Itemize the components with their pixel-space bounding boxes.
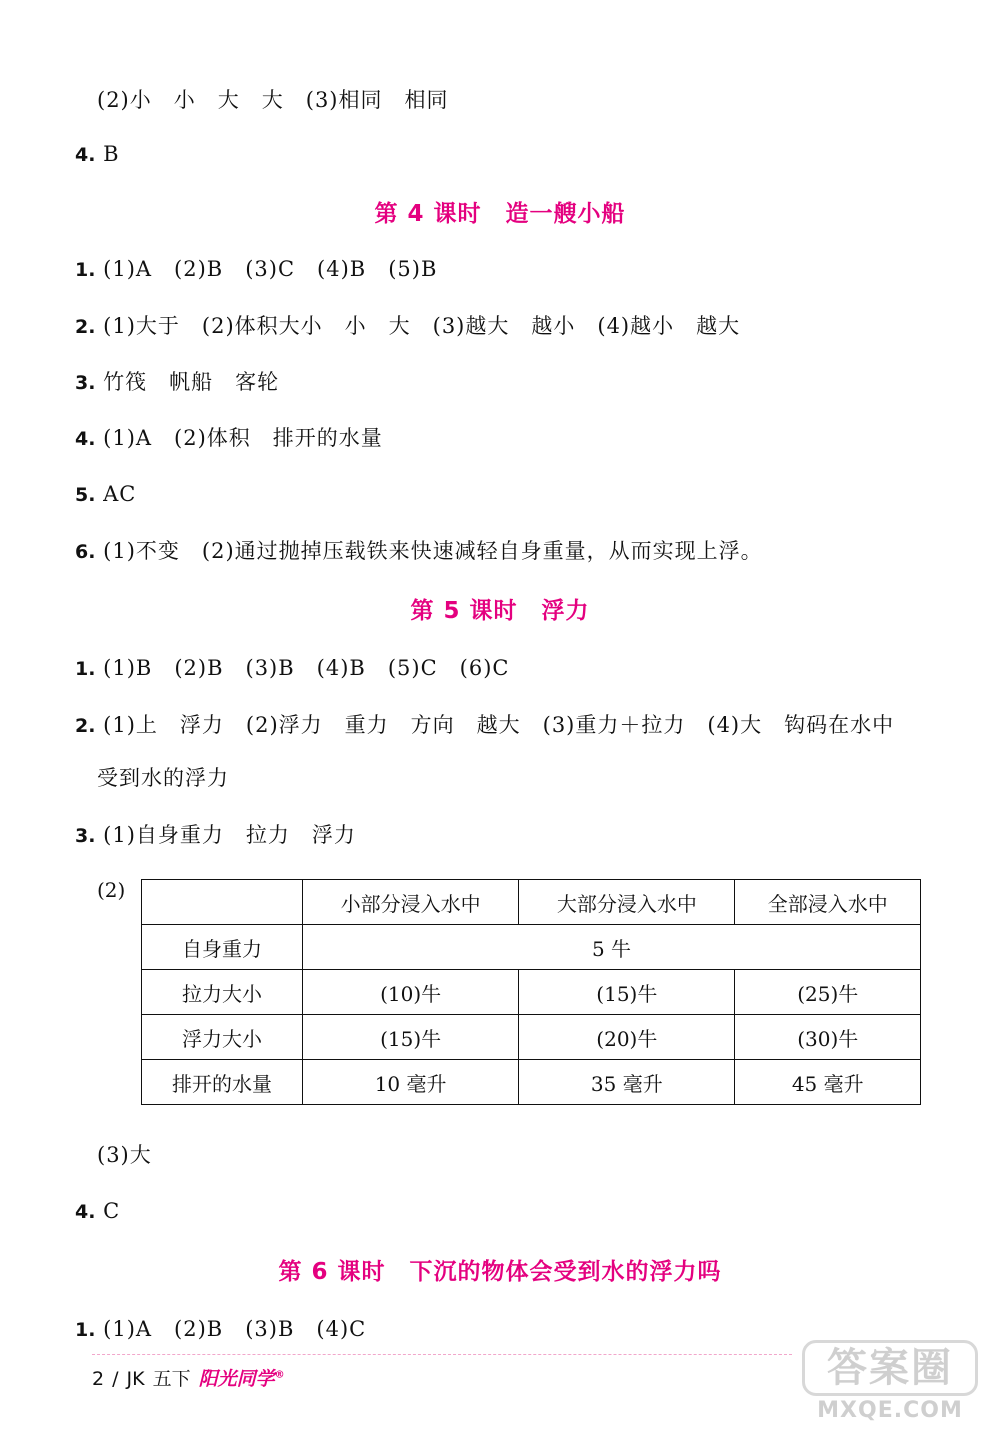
answer-text: (1)B (2)B (3)B (4)B (5)C (6)C	[103, 656, 510, 680]
grade-label: 五下	[152, 1368, 191, 1390]
answer-text: C	[103, 1199, 121, 1223]
table-row	[142, 1015, 921, 1060]
table-header-cell: 全部浸入水中	[735, 880, 921, 925]
table-row-label: 拉力大小	[142, 970, 303, 1015]
table-row-label: 自身重力	[142, 925, 303, 970]
answer-line	[75, 480, 136, 509]
page-number: 2	[92, 1368, 105, 1390]
table-row-label: 排开的水量	[142, 1060, 303, 1105]
brand-name: 阳光同学	[198, 1368, 275, 1390]
answer-text: 竹筏 帆船 客轮	[103, 370, 280, 394]
lesson4-heading: 第 4 课时 造一艘小船	[374, 201, 626, 227]
question-number: 2.	[75, 316, 96, 338]
answer-text: B	[103, 142, 120, 166]
table-cell: (20)牛	[519, 1015, 735, 1060]
table-tag: (2)	[97, 878, 126, 902]
answer-line	[97, 86, 449, 114]
answer-line	[75, 140, 120, 169]
lesson6-heading: 第 6 课时 下沉的物体会受到水的浮力吗	[278, 1259, 722, 1285]
table-cell: 10 毫升	[303, 1060, 519, 1105]
table-row-label: 浮力大小	[142, 1015, 303, 1060]
question-number: 1.	[75, 658, 96, 680]
table-row	[142, 1060, 921, 1105]
registered-mark: ®	[274, 1369, 285, 1381]
answer-text: (1)A (2)B (3)C (4)B (5)B	[103, 257, 438, 281]
question-number: 5.	[75, 484, 96, 506]
answer-line	[75, 312, 740, 341]
answer-text: (2)小 小 大 大 (3)相同 相同	[97, 88, 449, 112]
question-number: 2.	[75, 715, 96, 737]
answer-line	[75, 1197, 120, 1226]
lesson5-heading: 第 5 课时 浮力	[410, 598, 590, 624]
answer-text: (1)不变 (2)通过抛掉压载铁来快速减轻自身重量，从而实现上浮。	[103, 539, 763, 563]
answer-text: (1)A (2)B (3)B (4)C	[103, 1317, 367, 1341]
question-number: 1.	[75, 1319, 96, 1341]
question-number: 1.	[75, 259, 96, 281]
question-number: 4.	[75, 428, 96, 450]
page-footer	[92, 1364, 285, 1391]
table-cell: (25)牛	[735, 970, 921, 1015]
answer-line	[75, 424, 383, 453]
footer-divider	[92, 1354, 792, 1355]
table-header-cell: 大部分浸入水中	[519, 880, 735, 925]
table-cell: (30)牛	[735, 1015, 921, 1060]
answer-text: AC	[103, 482, 137, 506]
table-cell: (15)牛	[303, 1015, 519, 1060]
brand-logo	[199, 1364, 285, 1391]
table-header-row	[142, 880, 921, 925]
answer-text: (1)大于 (2)体积大小 小 大 (3)越大 越小 (4)越小 越大	[103, 314, 741, 338]
answer-text: 受到水的浮力	[97, 766, 229, 790]
question-number: 3.	[75, 372, 96, 394]
buoyancy-table	[141, 879, 921, 1105]
table-cell: 5 牛	[303, 925, 921, 970]
table-cell: (15)牛	[519, 970, 735, 1015]
question-number: 4.	[75, 144, 96, 166]
answer-line	[75, 1315, 366, 1344]
table-row	[142, 970, 921, 1015]
table-row	[142, 925, 921, 970]
watermark-title: 答案圈	[802, 1340, 978, 1396]
table-header-cell: 小部分浸入水中	[303, 880, 519, 925]
answer-line	[97, 764, 229, 792]
answer-line	[75, 255, 437, 284]
table-cell: 45 毫升	[735, 1060, 921, 1105]
answer-text: (1)A (2)体积 排开的水量	[103, 426, 383, 450]
table-header-cell	[142, 880, 303, 925]
answer-text: (1)自身重力 拉力 浮力	[103, 823, 356, 847]
answer-line	[75, 654, 509, 683]
footer-separator: /	[112, 1368, 119, 1390]
answer-line	[97, 1141, 152, 1169]
table-cell: 35 毫升	[519, 1060, 735, 1105]
answer-line	[75, 711, 894, 740]
answer-line	[75, 368, 279, 397]
site-watermark	[802, 1340, 978, 1426]
answer-text: (3)大	[97, 1143, 152, 1167]
answer-line	[75, 821, 356, 850]
question-number: 6.	[75, 541, 96, 563]
answer-text: (1)上 浮力 (2)浮力 重力 方向 越大 (3)重力＋拉力 (4)大 钩码在水中	[103, 713, 895, 737]
table-cell: (10)牛	[303, 970, 519, 1015]
answer-line	[75, 537, 763, 566]
question-number: 3.	[75, 825, 96, 847]
series-code: JK	[126, 1368, 145, 1390]
question-number: 4.	[75, 1201, 96, 1223]
watermark-url: MXQE.COM	[817, 1398, 963, 1423]
